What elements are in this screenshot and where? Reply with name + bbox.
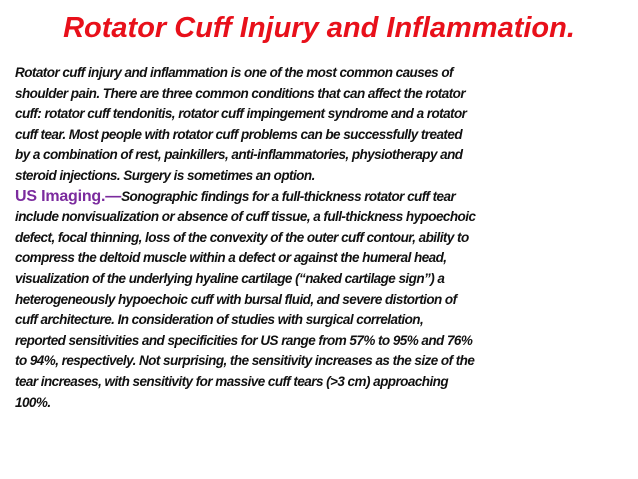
body-line: to 94%, respectively. Not surprising, the sensitivity increases as the size of the (15, 353, 475, 369)
body-line: cuff: rotator cuff tendonitis, rotator cuff impingement syndrome and a rotator (15, 106, 467, 122)
body-line: compress the deltoid muscle within a defect or against the humeral head, (15, 250, 447, 266)
body-line: cuff architecture. In consideration of studies with surgical correlation, (15, 312, 424, 328)
body-line: by a combination of rest, painkillers, anti-inflammatories, physiotherapy and (15, 147, 463, 163)
body-line: reported sensitivities and specificities for US range from 57% to 95% and 76% (15, 332, 473, 348)
body-line: shoulder pain. There are three common conditions that can affect the rotator (15, 85, 466, 101)
body-line: heterogeneously hypoechoic cuff with bursal fluid, and severe distortion of (15, 291, 457, 307)
body-line: steroid injections. Surgery is sometimes an option. (15, 167, 315, 183)
us-imaging-first-text: Sonographic findings for a full-thickness rotator cuff tear (121, 188, 456, 204)
body-line: cuff tear. Most people with rotator cuff problems can be successfully treated (15, 126, 463, 142)
body-line: 100%. (15, 394, 51, 410)
us-imaging-first-line (15, 187, 627, 208)
slide-body (15, 63, 627, 413)
body-line: defect, focal thinning, loss of the convexity of the outer cuff contour, ability to (15, 229, 469, 245)
body-line: Rotator cuff injury and inflammation is one of the most common causes of (15, 65, 453, 80)
slide-title: Rotator Cuff Injury and Inflammation. (63, 12, 575, 44)
body-line: tear increases, with sensitivity for massive cuff tears (>3 cm) approaching (15, 373, 449, 389)
us-imaging-heading: US Imaging.— (15, 187, 122, 205)
body-line: include nonvisualization or absence of cuff tissue, a full-thickness hypoechoic (15, 209, 476, 225)
body-line: visualization of the underlying hyaline cartilage (“naked cartilage sign”) a (15, 270, 445, 286)
